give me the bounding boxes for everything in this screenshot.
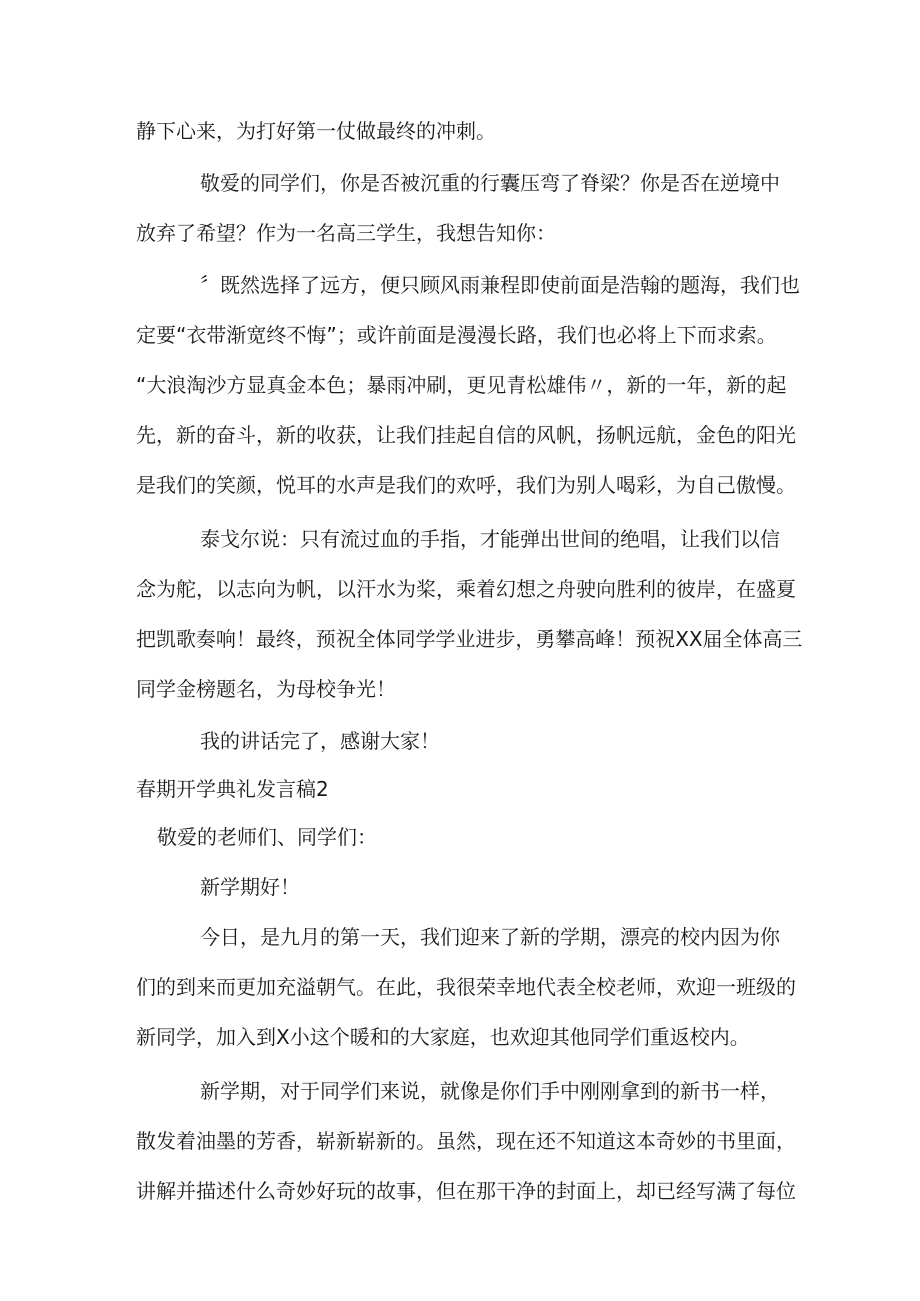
text-line: 是我们的笑颜，悦耳的水声是我们的欢呼，我们为别人喝彩，为自己傲慢。 — [136, 473, 796, 497]
text-line: 敬爱的同学们，你是否被沉重的行囊压弯了脊梁？你是否在逆境中 — [200, 171, 780, 195]
text-line: 讲解并描述什么奇妙好玩的故事，但在那干净的封面上，却已经写满了每位 — [136, 1179, 796, 1203]
text-line: 把凯歌奏响！最终，预祝全体同学学业进步，勇攀高峰！预祝XX届全体高三 — [136, 627, 803, 651]
text-line: 定要“衣带渐宽终不悔”；或许前面是漫漫长路，我们也必将上下而求索。 — [136, 323, 777, 347]
text-line: 〞既然选择了远方，便只顾风雨兼程即使前面是浩翰的题海，我们也 — [200, 273, 800, 297]
text-line: “大浪淘沙方显真金本色；暴雨冲刷，更见青松雄伟〃，新的一年，新的起 — [136, 373, 787, 397]
text-line: 放弃了希望？作为一名高三学生，我想告知你： — [136, 221, 556, 245]
text-line: 我的讲话完了，感谢大家！ — [200, 729, 440, 753]
greeting: 新学期好！ — [200, 875, 300, 899]
text-line: 念为舵，以志向为帆，以汗水为桨，乘着幻想之舟驶向胜利的彼岸，在盛夏 — [136, 577, 796, 601]
text-line: 新学期，对于同学们来说，就像是你们手中刚刚拿到的新书一样， — [200, 1079, 780, 1103]
text-line: 同学金榜题名，为母校争光！ — [136, 677, 396, 701]
text-line: 散发着油墨的芳香，崭新崭新的。虽然，现在还不知道这本奇妙的书里面， — [136, 1129, 796, 1153]
text-line: 静下心来，为打好第一仗做最终的冲刺。 — [136, 119, 496, 143]
salutation: 敬爱的老师们、同学们： — [157, 825, 377, 849]
text-line: 们的到来而更加充溢朝气。在此，我很荣幸地代表全校老师，欢迎一班级的 — [136, 975, 796, 999]
text-line: 新同学，加入到X小这个暖和的大家庭，也欢迎其他同学们重返校内。 — [136, 1025, 750, 1049]
text-line: 泰戈尔说：只有流过血的手指，才能弹出世间的绝唱，让我们以信 — [200, 527, 780, 551]
text-line: 今日，是九月的第一天，我们迎来了新的学期，漂亮的校内因为你 — [200, 925, 780, 949]
text-line: 先，新的奋斗，新的收获，让我们挂起自信的风帆，扬帆远航，金色的阳光 — [136, 423, 796, 447]
section-heading: 春期开学典礼发言稿2 — [136, 777, 329, 801]
